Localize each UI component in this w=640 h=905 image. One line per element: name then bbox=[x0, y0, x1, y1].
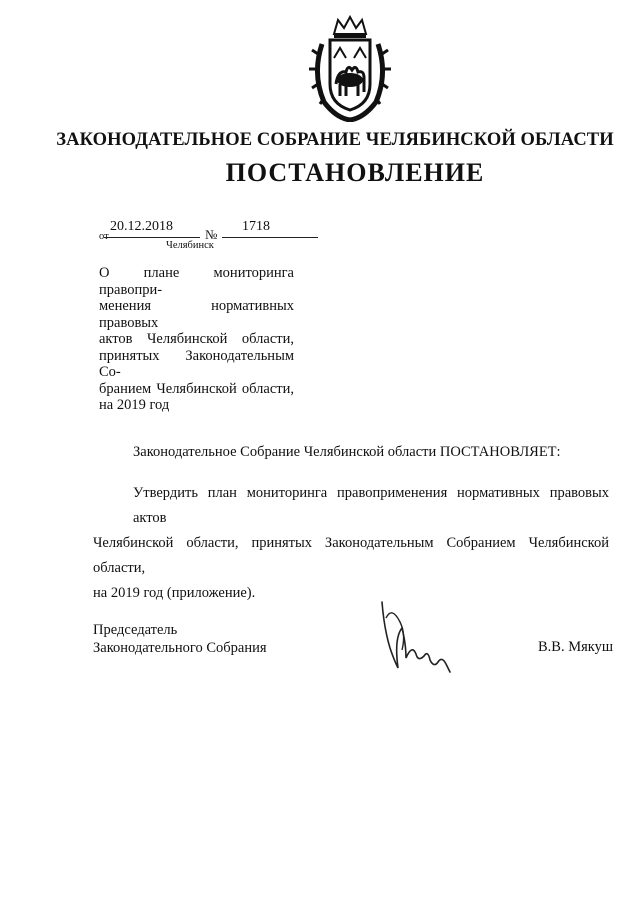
handwritten-signature bbox=[372, 598, 456, 680]
document-date: 20.12.2018 bbox=[110, 219, 173, 234]
subject-line: О плане мониторинга правопри- bbox=[99, 265, 294, 298]
number-prefix: № bbox=[205, 227, 218, 242]
subject-line: принятых Законодательным Со- bbox=[99, 347, 294, 380]
subject-line: бранием Челябинской области, bbox=[99, 380, 294, 397]
body-line: Челябинской области, принятых Законодательным Собранием Челябинской области, bbox=[93, 535, 609, 576]
document-number: 1718 bbox=[242, 219, 270, 234]
body-line: на 2019 год (приложение). bbox=[93, 585, 256, 601]
coat-of-arms-emblem bbox=[308, 14, 392, 122]
resolution-body bbox=[93, 481, 609, 606]
subject-line: на 2019 год bbox=[99, 397, 170, 413]
body-line: Утвердить план мониторинга правоприменения нормативных правовых актов bbox=[133, 485, 609, 526]
signer-position-line: Председатель bbox=[93, 622, 178, 638]
subject-line: менения нормативных правовых bbox=[99, 298, 294, 331]
signer-name: В.В. Мякуш bbox=[538, 639, 614, 655]
city-label: Челябинск bbox=[166, 240, 214, 251]
signer-position bbox=[93, 621, 267, 657]
document-type-title: ПОСТАНОВЛЕНИЕ bbox=[225, 158, 485, 187]
subject-line: актов Челябинской области, bbox=[99, 331, 294, 347]
preamble: Законодательное Собрание Челябинской области ПОСТАНОВЛЯЕТ: bbox=[133, 444, 561, 460]
date-prefix: от bbox=[99, 231, 109, 242]
organization-title: ЗАКОНОДАТЕЛЬНОЕ СОБРАНИЕ ЧЕЛЯБИНСКОЙ ОБЛАСТИ bbox=[56, 130, 614, 150]
document-subject bbox=[99, 265, 294, 414]
signer-position-line: Законодательного Собрания bbox=[93, 640, 267, 656]
date-underline bbox=[104, 237, 200, 238]
number-underline bbox=[222, 237, 318, 238]
